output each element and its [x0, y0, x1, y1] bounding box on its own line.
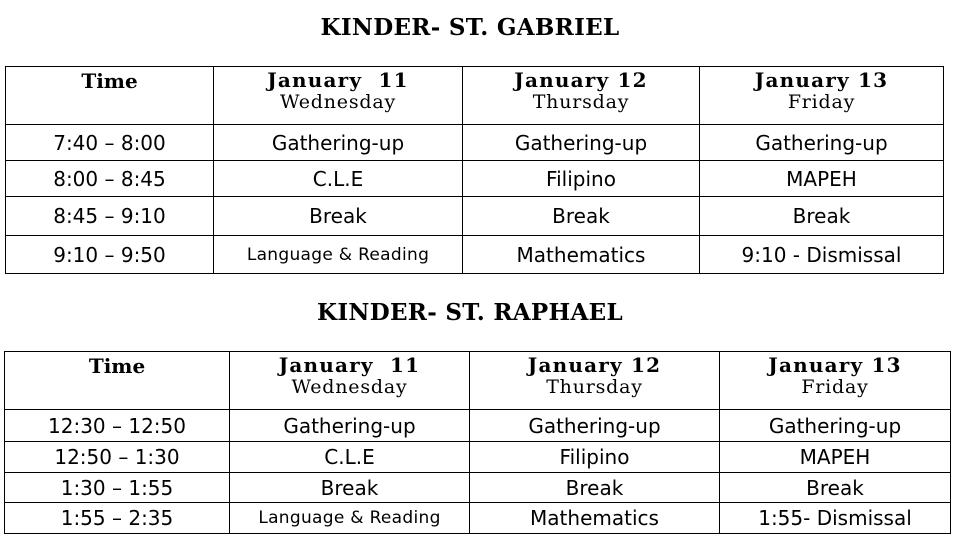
activity-cell: Gathering-up	[463, 125, 700, 161]
time-column-header	[6, 67, 214, 125]
activity-cell: 1:55- Dismissal	[720, 503, 951, 534]
activity-cell: MAPEH	[720, 442, 951, 473]
activity-cell: C.L.E	[214, 161, 463, 197]
time-cell: 9:10 – 9:50	[6, 236, 214, 274]
activity-cell: Break	[214, 197, 463, 236]
activity-cell: Break	[230, 473, 470, 503]
activity-cell: Break	[700, 197, 944, 236]
activity-cell: Break	[720, 473, 951, 503]
column-date: January 12	[514, 68, 648, 92]
column-day: Thursday	[546, 376, 643, 398]
column-date: January 13	[754, 68, 889, 92]
table-row	[5, 473, 951, 503]
column-day: Friday	[787, 91, 856, 113]
schedule-table-st-raphael	[4, 351, 951, 534]
header-row	[5, 352, 951, 410]
activity-cell: Mathematics	[470, 503, 720, 534]
table-row	[6, 161, 944, 197]
time-column-header	[5, 352, 230, 410]
schedule-title-st-raphael: KINDER- ST. RAPHAEL	[317, 299, 623, 326]
table-row	[6, 125, 944, 161]
activity-cell: Filipino	[463, 161, 700, 197]
activity-cell: Language & Reading	[214, 236, 463, 274]
day-column-header	[470, 352, 720, 410]
activity-cell: Gathering-up	[230, 410, 470, 442]
time-cell: 8:00 – 8:45	[6, 161, 214, 197]
column-date: January 12	[527, 353, 662, 377]
schedule-title-st-gabriel: KINDER- ST. GABRIEL	[320, 14, 620, 41]
table-row	[6, 197, 944, 236]
activity-cell: Gathering-up	[470, 410, 720, 442]
time-cell: 8:45 – 9:10	[6, 197, 214, 236]
time-cell: 1:30 – 1:55	[5, 473, 230, 503]
column-day: Wednesday	[279, 91, 397, 113]
day-column-header	[230, 352, 470, 410]
column-date: January 11	[267, 68, 409, 92]
day-column-header	[463, 67, 700, 125]
column-day: Friday	[801, 376, 869, 398]
day-column-header	[720, 352, 951, 410]
activity-cell: Gathering-up	[700, 125, 944, 161]
activity-cell: C.L.E	[230, 442, 470, 473]
schedule-table-st-gabriel	[5, 66, 944, 274]
column-day: Wednesday	[291, 376, 408, 398]
activity-cell: MAPEH	[700, 161, 944, 197]
column-date: January 11	[278, 353, 421, 377]
activity-cell: 9:10 - Dismissal	[700, 236, 944, 274]
table-row	[6, 236, 944, 274]
time-cell: 12:30 – 12:50	[5, 410, 230, 442]
time-cell: 12:50 – 1:30	[5, 442, 230, 473]
activity-cell: Gathering-up	[214, 125, 463, 161]
activity-cell: Break	[463, 197, 700, 236]
time-cell: 7:40 – 8:00	[6, 125, 214, 161]
table-row	[5, 503, 951, 534]
table-row	[5, 442, 951, 473]
column-day: Thursday	[532, 91, 630, 113]
day-column-header	[214, 67, 463, 125]
column-date: January 13	[768, 353, 902, 377]
activity-cell: Gathering-up	[720, 410, 951, 442]
header-row	[6, 67, 944, 125]
activity-cell: Break	[470, 473, 720, 503]
activity-cell: Language & Reading	[230, 503, 470, 534]
table-row	[5, 410, 951, 442]
time-header-label: Time	[88, 354, 146, 378]
activity-cell: Filipino	[470, 442, 720, 473]
activity-cell: Mathematics	[463, 236, 700, 274]
day-column-header	[700, 67, 944, 125]
time-cell: 1:55 – 2:35	[5, 503, 230, 534]
time-header-label: Time	[81, 69, 138, 93]
